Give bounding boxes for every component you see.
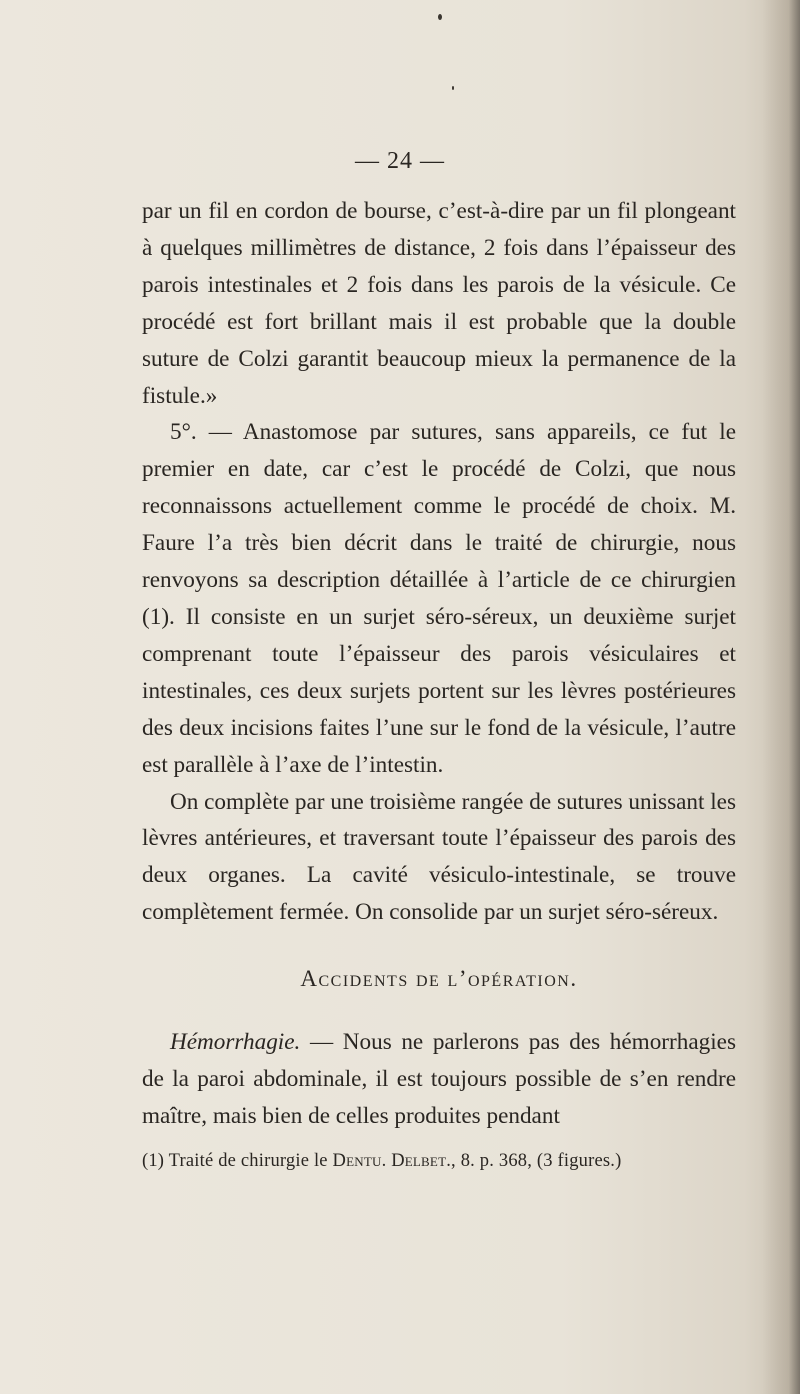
footnote-author-2: Delbet — [391, 1151, 447, 1171]
footnote-middle: . — [381, 1151, 392, 1171]
ink-speck — [452, 86, 454, 90]
page-edge-shadow — [762, 0, 800, 1394]
italic-heading: Hémorrhagie. — [170, 1029, 301, 1056]
paragraph-4-text: — Nous ne parlerons pas des hémorrhagies de la paroi abdominale, il est toujours possible de s’en rendre maître, mais bien de celles produites pendant — [142, 1029, 736, 1129]
paragraph-2: 5°. — Anastomose par sutures, sans appareils, ce fut le premier en date, car c’est le procédé de Colzi, que nous reconnaissons actuellement comme le procédé de choix. M. Faure l’a très bien décrit dans le traité de chirurgie, nous renvoyons sa description détaillée à l’article de ce chirurgien (1). Il consiste en un surjet séro-séreux, un deuxième surjet comprenant toute l’épaisseur des parois vésiculaires et intestinales, ces deux surjets portent sur les lèvres postérieures des deux incisions faites l’une sur le fond de la vésicule, l’autre est parallèle à l’axe de l’intestin. — [142, 419, 736, 778]
footnote-prefix: (1) Traité de chirurgie le — [142, 1151, 333, 1171]
footnote — [142, 1151, 736, 1172]
ink-speck — [438, 14, 442, 20]
paragraph-4 — [142, 1024, 736, 1135]
body-text — [142, 193, 736, 1135]
paragraph-3: On complète par une troisième rangée de sutures unissant les lèvres antérieures, et traversant toute l’épaisseur des parois des deux organes. La cavité vésiculo-intestinale, se trouve complètement fermée. On consolide par un surjet séro-séreux. — [142, 788, 736, 926]
page-number: — 24 — — [355, 148, 445, 174]
section-title: Accidents de l’opération. — [300, 966, 578, 992]
paragraph-1: par un fil en cordon de bourse, c’est-à-dire par un fil plongeant à quelques millimètres de distance, 2 fois dans l’épaisseur des parois intestinales et 2 fois dans les parois de la vésicule. Ce procédé est fort brillant mais il est probable que la double suture de Colzi garantit beaucoup mieux la permanence de la fistule.» — [142, 198, 736, 409]
footnote-suffix: ., 8. p. 368, (3 figures.) — [446, 1151, 622, 1171]
footnote-author-1: Dentu — [332, 1151, 382, 1171]
